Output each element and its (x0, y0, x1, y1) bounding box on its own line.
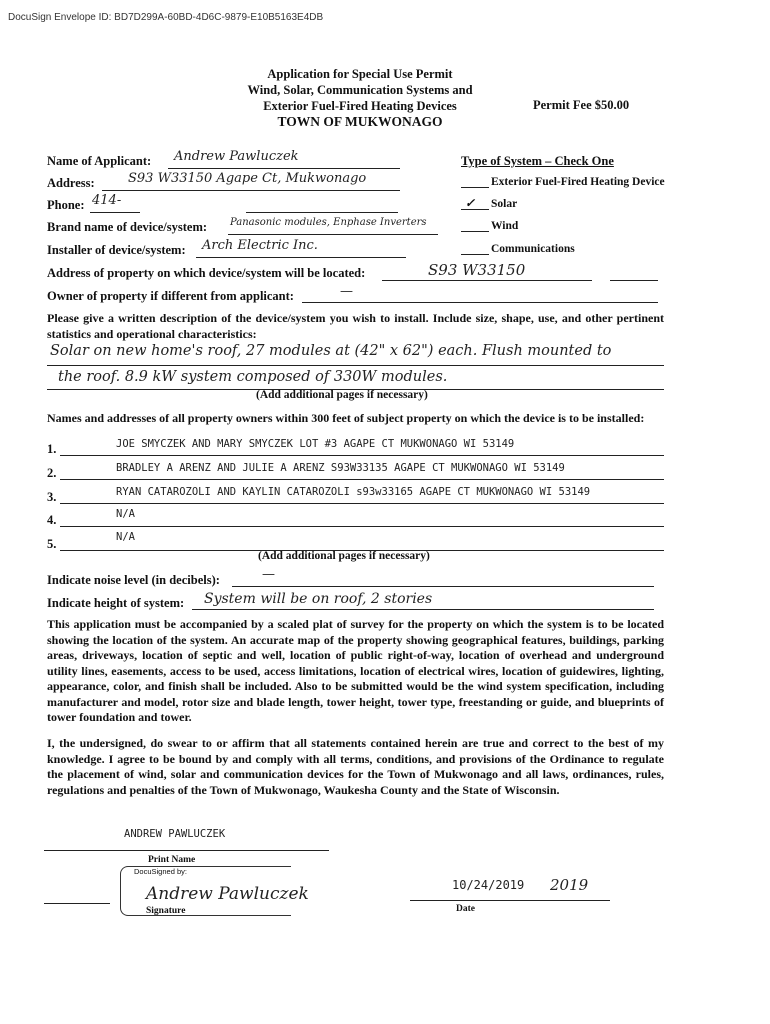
owner-entry-5[interactable]: N/A (116, 531, 135, 543)
print-name-field[interactable]: ANDREW PAWLUCZEK (124, 828, 226, 840)
date-line (410, 900, 610, 901)
installer-label: Installer of device/system: (47, 243, 186, 257)
title-line-2: Wind, Solar, Communication Systems and (247, 83, 473, 97)
phone-line (90, 212, 140, 213)
owner-line (302, 302, 658, 303)
owner-entry-4[interactable]: N/A (116, 508, 135, 520)
owner-num-1: 1. (47, 442, 57, 456)
title-line-3: Exterior Fuel-Fired Heating Devices (263, 99, 457, 113)
description-additional-note: (Add additional pages if necessary) (256, 389, 428, 401)
height-label: Indicate height of system: (47, 596, 185, 610)
location-field[interactable]: S93 W33150 (428, 261, 526, 279)
brand-label: Brand name of device/system: (47, 220, 208, 234)
owner-num-3: 3. (47, 490, 57, 504)
address-field[interactable]: S93 W33150 Agape Ct, Mukwonago (128, 171, 367, 186)
location-line (382, 280, 592, 281)
owner-num-5: 5. (47, 537, 57, 551)
owner-rule-1 (60, 455, 664, 456)
address-label: Address: (47, 176, 95, 190)
installer-field[interactable]: Arch Electric Inc. (202, 238, 318, 253)
description-line-1-rule (47, 365, 664, 366)
location-label: Address of property on which device/system will be located: (47, 266, 366, 280)
noise-line (232, 586, 654, 587)
option-communications[interactable]: Communications (461, 243, 575, 255)
checkbox-communications[interactable] (461, 243, 489, 255)
checkbox-solar[interactable] (461, 198, 489, 210)
title-line-1: Application for Special Use Permit (267, 67, 453, 81)
docusigned-by-label: DocuSigned by: (134, 867, 187, 876)
signature-field[interactable]: Andrew Pawluczek (146, 884, 309, 904)
brand-field[interactable]: Panasonic modules, Enphase Inverters (230, 217, 427, 228)
checkbox-wind[interactable] (461, 220, 489, 232)
owner-label: Owner of property if different from applicant: (47, 289, 294, 303)
title-line-4: TOWN OF MUKWONAGO (277, 114, 443, 129)
date-handwritten: 2019 (550, 876, 589, 894)
date-label: Date (456, 904, 475, 914)
date-field[interactable]: 10/24/2019 (452, 878, 525, 892)
owners-prompt: Names and addresses of all property owners within 300 feet of subject property on which the device is to be installed: (47, 411, 645, 425)
installer-line (196, 257, 406, 258)
phone-field[interactable]: 414- (92, 193, 122, 208)
owners-additional-note: (Add additional pages if necessary) (258, 550, 430, 562)
height-line (192, 609, 654, 610)
signature-line-left (44, 903, 110, 904)
owner-field[interactable]: — (340, 284, 353, 299)
description-line-2[interactable]: the roof. 8.9 kW system composed of 330W modules. (58, 369, 448, 385)
brand-line (228, 234, 438, 235)
option-heating[interactable]: Exterior Fuel-Fired Heating Device (461, 176, 665, 188)
print-name-label: Print Name (148, 855, 196, 865)
option-solar[interactable]: ✓ Solar (461, 198, 517, 210)
applicant-name-line (168, 168, 400, 169)
survey-requirements-paragraph: This application must be accompanied by a scaled plat of survey for the property on which the system is to be located showing the location of the system. An accurate map of the property showing geographical features, buildings, parking areas, driveways, location of septic and well, location of public right-of-way, location of overhead and underground utility lines, easements, access to be used, access limitations, location of electrical wires, location of guidewires, lighting, appearance, color, and finish shall be included. Also to be submitted would be the wind system specification, including manufacturer and model, rotor size and blade length, tower height, tower type, freestanding or guide, and blueprints of tower foundation and tower. (47, 617, 664, 724)
address-line (102, 190, 400, 191)
print-name-line (44, 850, 329, 851)
applicant-name-field[interactable]: Andrew Pawluczek (174, 149, 299, 164)
owner-num-4: 4. (47, 513, 57, 527)
system-type-heading: Type of System – Check One (461, 154, 614, 168)
height-field[interactable]: System will be on roof, 2 stories (204, 591, 433, 607)
description-prompt: Please give a written description of the device/system you wish to install. Include size, shape, use, and other pertinent statistics and operational characteristics: (47, 311, 664, 341)
option-wind[interactable]: Wind (461, 220, 518, 232)
owner-entry-3[interactable]: RYAN CATAROZOLI AND KAYLIN CATAROZOLI s93w33165 AGAPE CT MUKWONAGO WI 53149 (116, 486, 591, 498)
owner-rule-4 (60, 526, 664, 527)
owner-num-2: 2. (47, 466, 57, 480)
docusign-envelope-id: DocuSign Envelope ID: BD7D299A-60BD-4D6C-9879-E10B5163E4DB (8, 12, 324, 23)
location-line-2 (610, 280, 658, 281)
affirmation-paragraph: I, the undersigned, do swear to or affirm that all statements contained herein are true and correct to the best of my knowledge. I agree to be bound by and comply with all terms, conditions, and provisions of the Ordinance to regulate the placement of wind, solar and communication devices for the Town of Mukwonago and all laws, ordinances, rules, regulations and penalties of the Town of Mukwonago, Waukesha County and the State of Wisconsin. (47, 736, 664, 797)
checkbox-heating[interactable] (461, 176, 489, 188)
check-mark-icon: ✓ (465, 196, 476, 210)
owner-entry-1[interactable]: JOE SMYCZEK AND MARY SMYCZEK LOT #3 AGAPE CT MUKWONAGO WI 53149 (116, 438, 515, 450)
description-line-1[interactable]: Solar on new home's roof, 27 modules at (42" x 62") each. Flush mounted to (50, 343, 612, 359)
applicant-name-label: Name of Applicant: (47, 154, 152, 168)
owner-rule-2 (60, 479, 664, 480)
owner-rule-3 (60, 503, 664, 504)
permit-fee: Permit Fee $50.00 (533, 98, 630, 112)
signature-label: Signature (146, 906, 186, 916)
noise-field[interactable]: — (262, 567, 275, 582)
noise-label: Indicate noise level (in decibels): (47, 573, 220, 587)
phone-label: Phone: (47, 198, 85, 212)
owner-entry-2[interactable]: BRADLEY A ARENZ AND JULIE A ARENZ S93W33135 AGAPE CT MUKWONAGO WI 53149 (116, 462, 565, 474)
phone-line-2 (246, 212, 398, 213)
